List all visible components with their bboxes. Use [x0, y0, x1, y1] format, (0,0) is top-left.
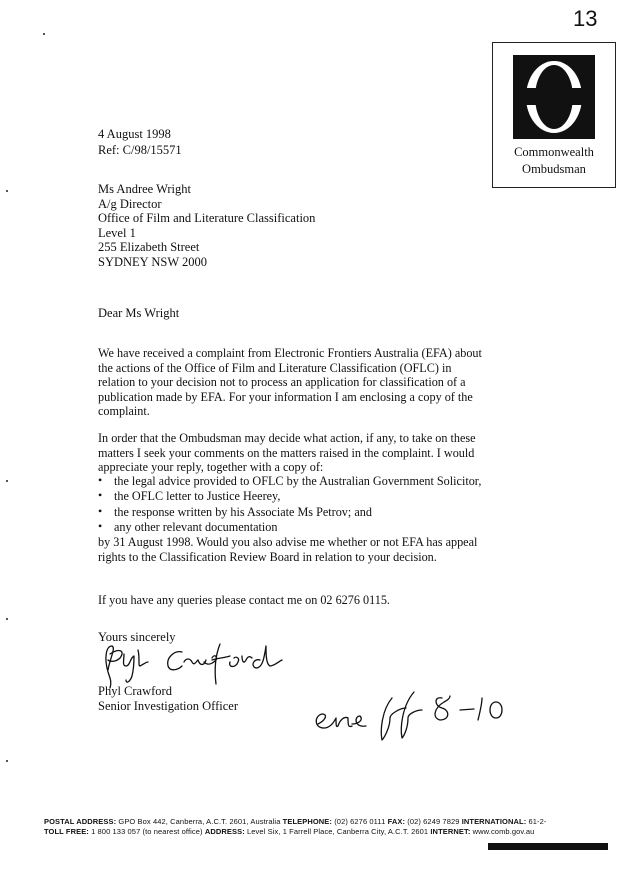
- paragraph-request: [98, 431, 476, 475]
- logo-name-line2: Ombudsman: [522, 162, 586, 176]
- requested-documents-list: [98, 474, 548, 535]
- scan-speck: [6, 480, 8, 482]
- address-line: Level 1: [98, 225, 136, 240]
- paragraph-line: by 31 August 1998. Would you also advise me whether or not EFA has appeal: [98, 535, 478, 549]
- address-line: 255 Elizabeth Street: [98, 240, 200, 254]
- bullet-icon: •: [98, 488, 103, 503]
- ombudsman-logo: [492, 42, 616, 188]
- scan-speck: [43, 33, 45, 35]
- paragraph-line: In order that the Ombudsman may decide what action, if any, to take on these: [98, 431, 476, 445]
- list-item: • the legal advice provided to OFLC by the Australian Government Solicitor,: [98, 473, 482, 488]
- scan-speck: [6, 190, 8, 192]
- paragraph-contact: If you have any queries please contact me on 02 6276 0115.: [98, 593, 390, 607]
- ombudsman-emblem-icon: [513, 55, 595, 139]
- bullet-icon: •: [98, 473, 103, 487]
- paragraph-deadline: [98, 535, 477, 564]
- letter-date: 4 August 1998: [98, 127, 171, 141]
- page-number: 13: [573, 6, 598, 31]
- paragraph-line: appreciate your reply, together with a copy of:: [98, 460, 324, 475]
- footer-line-2: TOLL FREE: 1 800 133 057 (to nearest office) ADDRESS: Level Six, 1 Farrell Place, Canberra City, A.C.T. 2601 INTERNET: www.comb.gov.au: [44, 827, 535, 836]
- bullet-icon: •: [98, 503, 103, 518]
- redaction-bar: [488, 843, 608, 850]
- salutation: Dear Ms Wright: [98, 306, 180, 320]
- paragraph-line: complaint.: [98, 404, 150, 419]
- logo-name-line1: Commonwealth: [514, 145, 594, 159]
- address-line: A/g Director: [98, 196, 162, 211]
- closing: Yours sincerely: [98, 630, 176, 644]
- list-item: • any other relevant documentation: [98, 518, 278, 534]
- handwritten-note: [310, 688, 520, 744]
- paragraph-line: We have received a complaint from Electronic Frontiers Australia (EFA) about: [98, 346, 482, 360]
- paragraph-line: publication made by EFA. For your information I am enclosing a copy of the: [98, 389, 473, 404]
- scan-speck: [6, 760, 8, 762]
- paragraph-line: the actions of the Office of Film and Literature Classification (OFLC) in: [98, 360, 452, 375]
- address-line: Office of Film and Literature Classification: [98, 211, 316, 225]
- bullet-icon: •: [98, 518, 103, 533]
- address-line: Ms Andree Wright: [98, 182, 192, 196]
- signer-title: Senior Investigation Officer: [98, 699, 239, 713]
- address-line: SYDNEY NSW 2000: [98, 254, 208, 269]
- footer-line-1: POSTAL ADDRESS: GPO Box 442, Canberra, A.C.T. 2601, Australia TELEPHONE: (02) 6276 0111 FAX: (02) 6249 7829 INTERNATIONAL: 61-2-: [44, 817, 547, 826]
- paragraph-complaint: [98, 346, 482, 419]
- recipient-address: [98, 182, 315, 269]
- paragraph-line: rights to the Classification Review Board in relation to your decision.: [98, 549, 437, 564]
- list-item: • the response written by his Associate Ms Petrov; and: [98, 503, 372, 519]
- signer-name: Phyl Crawford: [98, 684, 172, 698]
- scan-speck: [6, 618, 8, 620]
- paragraph-line: matters I seek your comments on the matters raised in the complaint. I would: [98, 445, 475, 460]
- list-item: • the OFLC letter to Justice Heerey,: [98, 488, 281, 504]
- paragraph-line: relation to your decision not to process an application for classification of a: [98, 375, 466, 390]
- letter-reference: Ref: C/98/15571: [98, 143, 182, 157]
